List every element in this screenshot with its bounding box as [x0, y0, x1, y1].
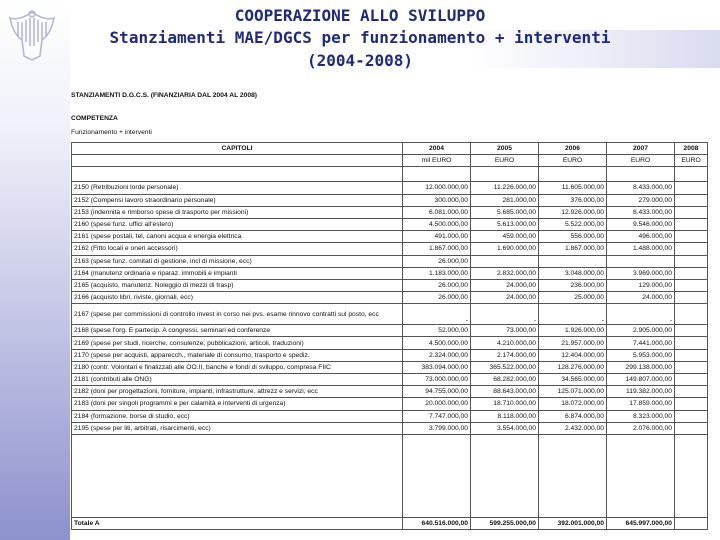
amount-cell: 18.072.000,00 [539, 398, 607, 410]
amount-cell: 9.546.000,00 [607, 218, 675, 230]
table-row [72, 337, 708, 349]
total-row [72, 517, 708, 529]
spacer-cell [72, 167, 403, 182]
page-title-line-1: COOPERAZIONE ALLO SVILUPPO [234, 6, 486, 25]
unit-cell: mil EURO [403, 155, 471, 167]
amount-cell [675, 231, 708, 243]
spacer-cell [675, 434, 708, 517]
amount-cell: - [607, 304, 675, 325]
amount-cell: 556.000,00 [539, 231, 607, 243]
amount-cell: 8.118.000,00 [471, 410, 539, 422]
amount-cell: 376.000,00 [539, 194, 607, 206]
amount-cell: 2.432.000,00 [539, 422, 607, 434]
chapter-label-cell: 2165 (acquisto, manutenz. Noleggio di mezzi di trasp) [72, 279, 403, 291]
total-amount-cell [675, 517, 708, 529]
amount-cell: 1.926.000,00 [539, 325, 607, 337]
spacer-cell [403, 167, 471, 182]
column-header: 2008 [675, 143, 708, 155]
amount-cell [675, 182, 708, 194]
amount-cell: 24.000,00 [471, 279, 539, 291]
amount-cell [539, 255, 607, 267]
chapter-label-cell: 2169 (spese per studi, ricerche, consulenze, pubblicazioni, articoli, traduzioni) [72, 337, 403, 349]
amount-cell [675, 325, 708, 337]
chapter-label-cell: 2153 (indennità e rimborso spese di trasporto per missioni) [72, 206, 403, 218]
amount-cell [675, 422, 708, 434]
amount-cell: 18.710.000,00 [471, 398, 539, 410]
table-row [72, 279, 708, 291]
amount-cell: 34.565.000,00 [539, 374, 607, 386]
amount-cell: 1.867.000,00 [539, 243, 607, 255]
amount-cell: 26.000,00 [403, 279, 471, 291]
amount-cell: 281.000,00 [471, 194, 539, 206]
amount-cell: 4.500.000,00 [403, 337, 471, 349]
table-units-row [72, 155, 708, 167]
amount-cell: 4.210.000,00 [471, 337, 539, 349]
spacer-cell [471, 167, 539, 182]
amount-cell: 5.522.000,00 [539, 218, 607, 230]
chapter-label-cell: 2150 (Retribuzioni lorde personale) [72, 182, 403, 194]
table-row [72, 422, 708, 434]
amount-cell [675, 243, 708, 255]
amount-cell [675, 255, 708, 267]
amount-cell [471, 255, 539, 267]
amount-cell [675, 304, 708, 325]
total-amount-cell: 392.001.000,00 [539, 517, 607, 529]
amount-cell: 279.000,00 [607, 194, 675, 206]
table-header-row [72, 143, 708, 155]
table-row [72, 374, 708, 386]
unit-cell: EURO [471, 155, 539, 167]
amount-cell: 73.000,00 [471, 325, 539, 337]
amount-cell: 11.605.000,00 [539, 182, 607, 194]
units-spacer-cell [72, 155, 403, 167]
chapter-label-cell: 2161 (spese postali, tel, canoni acqua e energia elettrica [72, 231, 403, 243]
spacer-cell [72, 434, 403, 517]
amount-cell: 129.000,00 [607, 279, 675, 291]
page-title-line-3: (2004-2008) [307, 51, 413, 70]
chapter-label-cell: 2167 (spese per commissioni di controllo invest in corso nei pvs. esame rinnovo contratti sul posto, ecc [72, 304, 403, 325]
amount-cell: - [471, 304, 539, 325]
chapter-label-cell: 2184 (formazione, borse di studio, ecc) [72, 410, 403, 422]
amount-cell: 2.174.000,00 [471, 349, 539, 361]
total-amount-cell: 645.997.000,00 [607, 517, 675, 529]
amount-cell [607, 255, 675, 267]
spacer-cell [539, 167, 607, 182]
unit-cell: EURO [607, 155, 675, 167]
amount-cell: 8.433.000,00 [607, 206, 675, 218]
amount-cell: 8.433.000,00 [607, 182, 675, 194]
chapter-label-cell: 2166 (acquisto libri, riviste, giornali, ecc) [72, 292, 403, 304]
amount-cell [675, 398, 708, 410]
table-row [72, 267, 708, 279]
amount-cell: 365.522.000,00 [471, 361, 539, 373]
chapter-label-cell: 2152 (Compensi lavoro straordinario personale) [72, 194, 403, 206]
amount-cell: 20.000.000,00 [403, 398, 471, 410]
amount-cell: 8.323.000,00 [607, 410, 675, 422]
amount-cell: 300.000,00 [403, 194, 471, 206]
amount-cell [675, 279, 708, 291]
amount-cell: 2.905.000,00 [607, 325, 675, 337]
amount-cell: 2.076.000,00 [607, 422, 675, 434]
column-header: 2005 [471, 143, 539, 155]
chapter-label-cell: 2160 (spese funz. uffici all'estero) [72, 218, 403, 230]
table-row [72, 410, 708, 422]
amount-cell: 125.071.000,00 [539, 386, 607, 398]
amount-cell: 2.324.000,00 [403, 349, 471, 361]
amount-cell: 3.048.000,00 [539, 267, 607, 279]
amount-cell [675, 267, 708, 279]
table-row [72, 218, 708, 230]
amount-cell: 73.000.000,00 [403, 374, 471, 386]
column-header: 2004 [403, 143, 471, 155]
amount-cell: - [403, 304, 471, 325]
subsection-heading: Funzionamento + interventi [71, 129, 152, 136]
amount-cell: 6.874.000,00 [539, 410, 607, 422]
table-row [72, 194, 708, 206]
chapter-label-cell: 2164 (manutenz ordinaria e riparaz. immobili e impianti [72, 267, 403, 279]
table-spacer-row [72, 434, 708, 517]
chapter-label-cell: 2180 (contr. Volontari e finalizzati alle OO.II, banche e fondi di sviluppo, compresa FIIC [72, 361, 403, 373]
amount-cell: 26.000,00 [403, 255, 471, 267]
amount-cell: 149.807.000,00 [607, 374, 675, 386]
spacer-cell [471, 434, 539, 517]
amount-cell: 1.488.000,00 [607, 243, 675, 255]
table-row [72, 255, 708, 267]
amount-cell: 12.404.000,00 [539, 349, 607, 361]
amount-cell [675, 349, 708, 361]
left-decorative-band [0, 0, 70, 540]
amount-cell [675, 386, 708, 398]
amount-cell: 26.000,00 [403, 292, 471, 304]
amount-cell [675, 361, 708, 373]
total-amount-cell: 640.516.000,00 [403, 517, 471, 529]
table-row [72, 349, 708, 361]
amount-cell [675, 206, 708, 218]
section-heading: COMPETENZA [71, 115, 118, 122]
chapter-label-cell: 2181 (contributi alle ONG) [72, 374, 403, 386]
amount-cell: 459.000,00 [471, 231, 539, 243]
scanned-budget-document [68, 88, 712, 528]
chapter-label-cell: 2183 (doni per singoli programmi e per calamità e interventi di urgenza) [72, 398, 403, 410]
table-row [72, 206, 708, 218]
amount-cell: 12.000.000,00 [403, 182, 471, 194]
table-row [72, 361, 708, 373]
amount-cell: 24.000,00 [471, 292, 539, 304]
chapter-label-cell: 2163 (spese funz. comitati di gestione, incl di missione, ecc) [72, 255, 403, 267]
budget-table [71, 142, 708, 530]
chapter-label-cell: 2195 (spese per liti, arbitrati, risarcimenti, ecc) [72, 422, 403, 434]
table-row [72, 304, 708, 325]
amount-cell: 1.183.000,00 [403, 267, 471, 279]
amount-cell: 5.685.000,00 [471, 206, 539, 218]
table-row [72, 325, 708, 337]
column-header: CAPITOLI [72, 143, 403, 155]
table-spacer-row [72, 167, 708, 182]
amount-cell: 5.953.000,00 [607, 349, 675, 361]
amount-cell: 128.276.000,00 [539, 361, 607, 373]
table-row [72, 386, 708, 398]
amount-cell: 5.613.000,00 [471, 218, 539, 230]
amount-cell: 3.799.000,00 [403, 422, 471, 434]
amount-cell: 94.755.000,00 [403, 386, 471, 398]
chapter-label-cell: 2170 (spese per acquisti, apparecch., materiale di consumo, trasporto e spediz. [72, 349, 403, 361]
chapter-label-cell: 2182 (doni per progettazioni, forniture, impianti, infrastrutture, attrezz e servizi, ecc [72, 386, 403, 398]
amount-cell: 491.000,00 [403, 231, 471, 243]
amount-cell: 6.081.000,00 [403, 206, 471, 218]
spacer-cell [607, 434, 675, 517]
amount-cell: 119.382.000,00 [607, 386, 675, 398]
amount-cell: 11.226.000,00 [471, 182, 539, 194]
amount-cell: 3.969.000,00 [607, 267, 675, 279]
amount-cell: 52.000,00 [403, 325, 471, 337]
amount-cell: 24.000,00 [607, 292, 675, 304]
amount-cell: 25.000,00 [539, 292, 607, 304]
amount-cell: 68.282.000,00 [471, 374, 539, 386]
page-title-line-2: Stanziamenti MAE/DGCS per funzionamento + interventi [109, 28, 611, 47]
amount-cell [675, 337, 708, 349]
table-row [72, 243, 708, 255]
unit-cell: EURO [539, 155, 607, 167]
amount-cell: 1.690.000,00 [471, 243, 539, 255]
amount-cell [675, 194, 708, 206]
unit-cell: EURO [675, 155, 708, 167]
table-row [72, 231, 708, 243]
chapter-label-cell: 2162 (Fitto locali e oneri accessori) [72, 243, 403, 255]
amount-cell: 3.554.000,00 [471, 422, 539, 434]
spacer-cell [403, 434, 471, 517]
amount-cell: - [539, 304, 607, 325]
amount-cell: 236.000,00 [539, 279, 607, 291]
spacer-cell [607, 167, 675, 182]
table-row [72, 182, 708, 194]
column-header: 2006 [539, 143, 607, 155]
amount-cell: 2.832.000,00 [471, 267, 539, 279]
column-header: 2007 [607, 143, 675, 155]
amount-cell: 4.500.000,00 [403, 218, 471, 230]
document-title: STANZIAMENTI D.G.C.S. (FINANZIARIA DAL 2004 AL 2008) [71, 92, 258, 99]
amount-cell: 1.867.000,00 [403, 243, 471, 255]
amount-cell: 299.138.000,00 [607, 361, 675, 373]
table-row [72, 292, 708, 304]
amount-cell: 7.441.000,00 [607, 337, 675, 349]
spacer-cell [539, 434, 607, 517]
amount-cell: 12.926.000,00 [539, 206, 607, 218]
spacer-cell [675, 167, 708, 182]
amount-cell: 17.859.000,00 [607, 398, 675, 410]
amount-cell [675, 410, 708, 422]
amount-cell: 383.094.000,00 [403, 361, 471, 373]
amount-cell: 21.957.000,00 [539, 337, 607, 349]
table-row [72, 398, 708, 410]
amount-cell: 7.747.000,00 [403, 410, 471, 422]
amount-cell [675, 374, 708, 386]
total-amount-cell: 599.255.000,00 [471, 517, 539, 529]
total-label-cell: Totale A [72, 517, 403, 529]
chapter-label-cell: 2168 (spese l'org. E partecip. A congressi, seminari ed conferenze [72, 325, 403, 337]
amount-cell: 88.643.000,00 [471, 386, 539, 398]
amount-cell [675, 292, 708, 304]
amount-cell [675, 218, 708, 230]
amount-cell: 496.000,00 [607, 231, 675, 243]
